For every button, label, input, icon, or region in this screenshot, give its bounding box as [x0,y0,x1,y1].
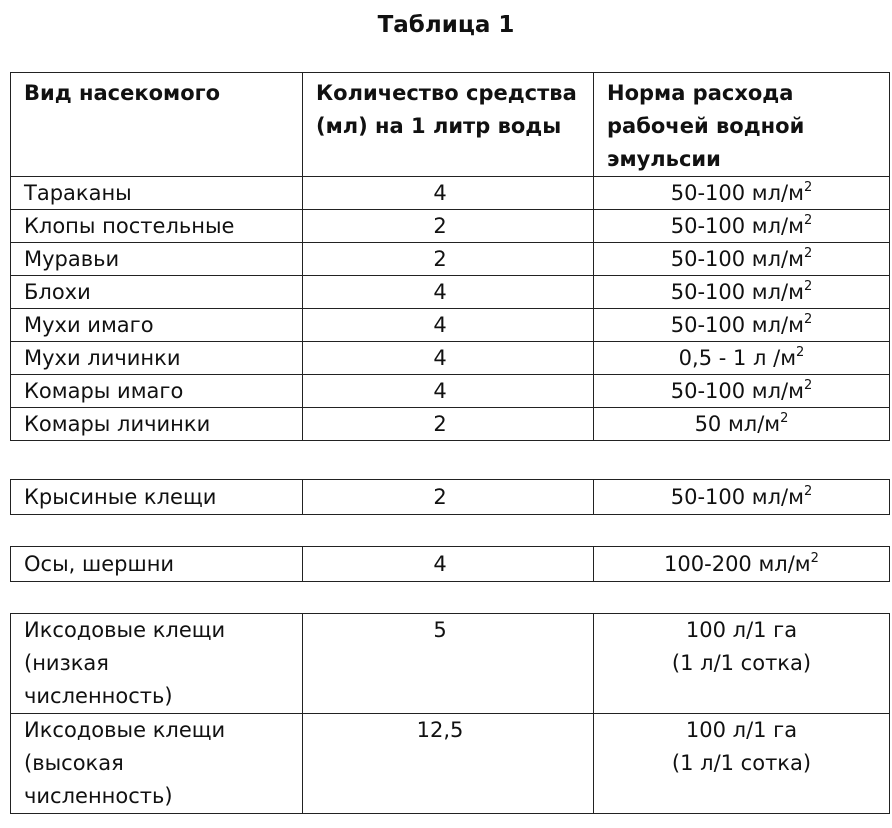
table-row [11,177,890,210]
insect-name [11,614,303,714]
insect-name: Осы, шершни [11,547,303,582]
rate-superscript: 2 [780,411,789,426]
insect-name: Комары личинки [11,408,303,441]
insect-name: Мухи личинки [11,342,303,375]
dosage-table-ticks [10,613,890,814]
amount-value: 4 [433,313,447,337]
dosage-table-rat-mites [10,479,890,515]
amount-value: 5 [433,618,447,642]
insect-name-line: (низкая [24,651,109,675]
table-row [11,309,890,342]
insect-name: Мухи имаго [11,309,303,342]
rate-value: 50 мл/м [694,412,781,436]
table-row [11,342,890,375]
rate-value-line: 100 л/1 га [685,718,798,742]
insect-name-line: Иксодовые клещи [24,618,226,642]
table-row [11,375,890,408]
insect-name-line: численность) [24,684,173,708]
rate-value: 50-100 мл/м [670,313,804,337]
table-row [11,210,890,243]
table-header-row [11,73,890,177]
insect-name-line: численность) [24,784,173,808]
insect-name: Клопы постельные [11,210,303,243]
table-row [11,547,890,582]
rate-value: 100-200 мл/м [664,552,811,576]
insect-name: Блохи [11,276,303,309]
table-title: Таблица 1 [377,12,515,38]
amount-value: 2 [433,412,447,436]
rate-value-line: 100 л/1 га [685,618,798,642]
insect-name: Крысиные клещи [11,480,303,515]
insect-name [11,714,303,814]
rate-superscript: 2 [796,345,805,360]
insect-name: Муравьи [11,243,303,276]
amount-value: 12,5 [416,718,464,742]
table-row [11,243,890,276]
amount-value: 4 [433,379,447,403]
rate-value-line: (1 л/1 сотка) [671,751,812,775]
rate-value: 50-100 мл/м [670,181,804,205]
header-rate: Норма расхода рабочей водной эмульсии [594,73,890,177]
header-insect-type: Вид насекомого [11,73,303,177]
rate-value: 50-100 мл/м [670,485,804,509]
rate-superscript: 2 [803,378,813,393]
amount-value: 2 [433,247,447,271]
dosage-table-main [10,72,890,441]
rate-value-line: (1 л/1 сотка) [671,651,812,675]
rate-superscript: 2 [803,180,813,195]
rate-value: 50-100 мл/м [670,214,804,238]
insect-name-line: (высокая [24,751,124,775]
table-row [11,714,890,814]
rate-superscript: 2 [803,312,813,327]
insect-name: Комары имаго [11,375,303,408]
insect-name: Тараканы [11,177,303,210]
insect-name-line: Иксодовые клещи [24,718,226,742]
rate-superscript: 2 [803,213,813,228]
dosage-table-wasps [10,546,890,582]
amount-value: 4 [433,280,447,304]
amount-value: 4 [433,552,447,576]
table-row [11,614,890,714]
amount-value: 2 [433,214,447,238]
rate-superscript: 2 [810,551,819,566]
amount-value: 4 [433,346,447,370]
rate-value: 50-100 мл/м [670,379,804,403]
rate-superscript: 2 [803,246,813,261]
table-row [11,408,890,441]
table-row [11,276,890,309]
rate-value: 50-100 мл/м [670,280,804,304]
rate-value: 0,5 - 1 л /м [678,346,797,370]
rate-value: 50-100 мл/м [670,247,804,271]
amount-value: 4 [433,181,447,205]
amount-value: 2 [433,485,447,509]
rate-superscript: 2 [803,279,813,294]
rate-superscript: 2 [803,484,813,499]
header-amount: Количество средства (мл) на 1 литр воды [303,73,594,177]
table-row [11,480,890,515]
